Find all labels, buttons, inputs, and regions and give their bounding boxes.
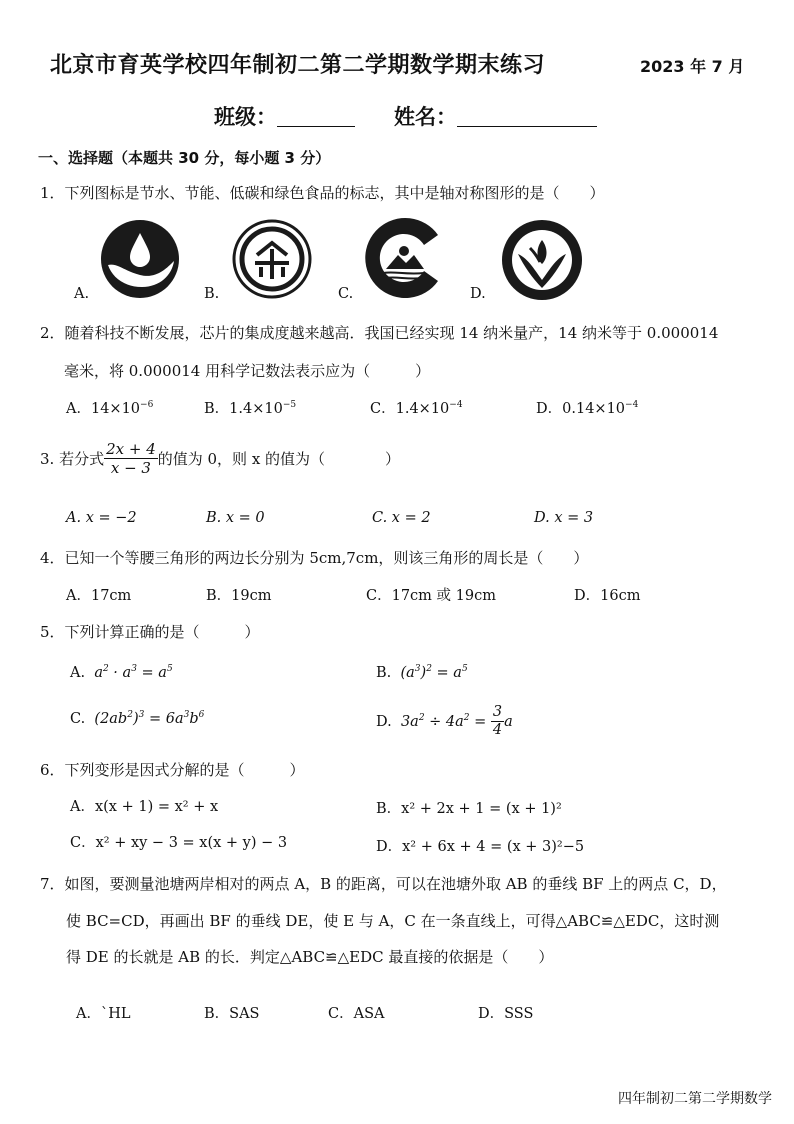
q7-line-3: 得 DE 的长就是 AB 的长．判定△ABC≌△EDC 最直接的依据是（ ） (66, 948, 554, 966)
q3-option-d: D. x = 3 (534, 510, 594, 526)
q1-option-a-label: A. (74, 286, 90, 302)
class-blank (277, 108, 355, 127)
q6-option-b: B．x² + 2x + 1 = (x + 1)² (376, 801, 562, 817)
q5-stem: 5．下列计算正确的是（ ） (40, 623, 260, 641)
q2-option-b: B．$1.4\times 10^{-5}$ (204, 400, 297, 417)
q7-option-b: B．SAS (204, 1006, 260, 1022)
q3-fraction (104, 440, 158, 477)
q3-stem (40, 440, 400, 477)
q4-option-a: A．17cm (66, 588, 132, 604)
low-carbon-logo-icon (362, 215, 446, 301)
q4-stem: 4．已知一个等腰三角形的两边长分别为 5cm,7cm，则该三角形的周长是（ ） (40, 549, 589, 567)
q6-option-d: D．x² + 6x + 4 = (x + 3)²−5 (376, 839, 585, 855)
q6-stem: 6．下列变形是因式分解的是（ ） (40, 761, 305, 779)
energy-saving-logo-icon (231, 219, 313, 299)
exam-date: 2023 年 7 月 (640, 57, 745, 76)
name-label: 姓名： (394, 105, 457, 129)
q7-line-1: 7．如图，要测量池塘两岸相对的两点 A，B 的距离，可以在池塘外取 AB 的垂线 BF 上的两点 C，D， (40, 875, 727, 893)
q7-option-c: C．ASA (328, 1006, 385, 1022)
q5-option-d-fraction: $\frac{3}{4}$ (492, 704, 503, 739)
page-footer: 四年制初二第二学期数学 (618, 1091, 772, 1107)
q1-option-d-label: D. (470, 286, 486, 302)
q5-option-c: C. $(2ab^2)^3 = 6a^3b^6$ (70, 710, 205, 727)
q6-option-a: A．x(x + 1) = x² + x (70, 799, 219, 815)
q7-option-d: D．SSS (478, 1006, 534, 1022)
q4-option-d: D．16cm (574, 588, 641, 604)
green-food-logo-icon (500, 218, 584, 302)
q5-option-a-expr: $a^2 \cdot a^3 = a^5$ (94, 664, 173, 681)
q2-line-1: 2．随着科技不断发展，芯片的集成度越来越高．我国已经实现 14 纳米量产，14 纳米等于 0.000014 (40, 324, 719, 342)
q7-option-a: A．`HL (76, 1006, 131, 1022)
q2-line-2: 毫米，将 0.000014 用科学记数法表示应为（ ） (64, 362, 431, 380)
q2-option-d: D．$0.14\times 10^{-4}$ (536, 400, 639, 417)
q5-option-d-expr: $3a^2 \div 4a^2$ = (400, 713, 491, 731)
q5-option-d: D. $3a^2 \div 4a^2$ = $\frac{3}{4}$ a (376, 704, 513, 739)
q3-option-b: B. x = 0 (206, 510, 265, 526)
water-saving-logo-icon (100, 219, 180, 299)
q3-option-c: C. x = 2 (372, 510, 431, 526)
q1-stem: 1．下列图标是节水、节能、低碳和绿色食品的标志，其中是轴对称图形的是（ ） (40, 184, 605, 202)
q4-option-b: B．19cm (206, 588, 272, 604)
q2-option-a: A．$14\times 10^{-6}$ (66, 400, 154, 417)
q3-suffix: 的值为 0，则 x 的值为（ ） (157, 450, 401, 468)
name-blank (457, 108, 597, 127)
q3-numerator: 2x + 4 (106, 440, 156, 458)
page-title: 北京市育英学校四年制初二第二学期数学期末练习 (50, 53, 546, 78)
q5-option-b-expr: $(a^3)^2 = a^5$ (400, 664, 468, 681)
section-heading: 一、选择题（本题共 30 分，每小题 3 分） (38, 149, 331, 167)
q4-option-c: C．17cm 或 19cm (366, 588, 496, 604)
q7-line-2: 使 BC=CD，再画出 BF 的垂线 DE，使 E 与 A，C 在一条直线上，可得△ABC≌△EDC，这时测 (66, 912, 720, 930)
q6-option-c: C．x² + xy − 3 = x(x + y) − 3 (70, 835, 288, 851)
q1-option-c-label: C. (338, 286, 354, 302)
q3-prefix: 3. 若分式 (40, 450, 105, 468)
q5-option-c-expr: $(2ab^2)^3 = 6a^3b^6$ (94, 710, 205, 727)
q3-option-a: A. x = −2 (66, 510, 137, 526)
class-field (214, 101, 355, 131)
q5-option-b: B. $(a^3)^2 = a^5$ (376, 664, 468, 681)
q1-option-b-label: B. (204, 286, 220, 302)
class-label: 班级： (214, 105, 277, 129)
q5-option-a: A. $a^2 \cdot a^3 = a^5$ (70, 664, 173, 681)
name-field (394, 101, 597, 131)
q2-option-c: C．$1.4\times 10^{-4}$ (370, 400, 463, 417)
q3-denominator: x − 3 (110, 459, 151, 477)
